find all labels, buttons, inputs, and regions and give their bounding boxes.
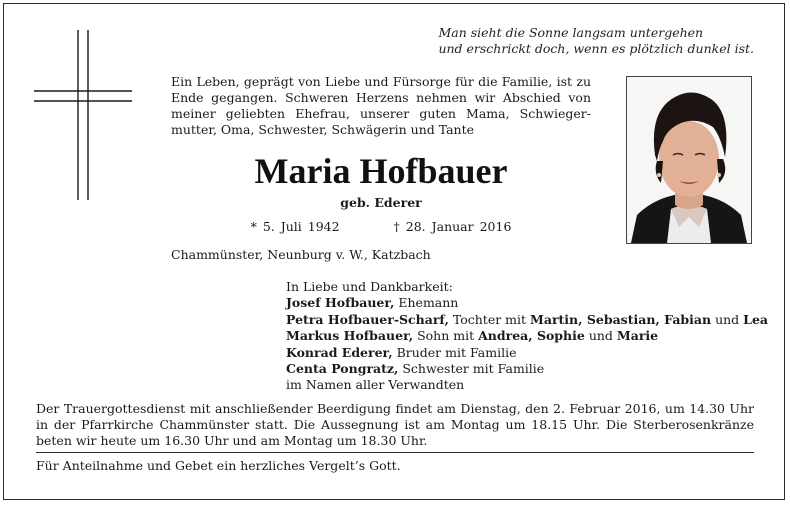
mourner-name: Centa Pongratz, xyxy=(286,361,399,377)
mourner-relation: und xyxy=(711,311,744,327)
death-date: † 28. Januar 2016 xyxy=(393,219,512,234)
motto-line-1: Man sieht die Sonne langsam untergehen xyxy=(438,25,704,40)
mourner-name: Konrad Ederer, xyxy=(286,344,393,360)
mourner-line xyxy=(286,312,768,328)
mourner-relation: Tochter mit xyxy=(448,311,531,327)
funeral-service-text: Der Trauergottesdienst mit anschließender Beerdigung findet am Dienstag, den 2. Februar 2016, um 14.30 Uhr in der Pfarrkirche Chammünster statt. Die Aussegnung ist am Montag um 18.15 Uhr. Die Sterberosenkränze beten wir heute um 16.30 Uhr und am Montag um 18.30 Uhr. xyxy=(36,401,754,448)
mourner-line xyxy=(286,328,768,344)
thanks-text: Für Anteilnahme und Gebet ein herzliches Vergelt’s Gott. xyxy=(36,458,401,473)
mourner-line xyxy=(286,361,768,377)
portrait-image xyxy=(627,77,751,243)
mourners-list xyxy=(286,279,768,394)
mourner-name: Markus Hofbauer, xyxy=(286,328,414,344)
mourner-relation: und xyxy=(584,328,617,344)
mourner-relation: Sohn mit xyxy=(413,328,479,344)
mourner-name: Marie xyxy=(616,328,659,344)
deceased-name: Maria Hofbauer xyxy=(254,151,508,191)
mourner-relation: Bruder mit Familie xyxy=(392,344,517,360)
mourner-name: Martin, Sebastian, Fabian xyxy=(530,311,712,327)
life-dates xyxy=(171,219,591,234)
divider-line xyxy=(36,452,754,453)
mourners-heading: In Liebe und Dankbarkeit: xyxy=(286,279,453,294)
mourner-name: Lea xyxy=(743,311,768,327)
mourner-name: Andrea, Sophie xyxy=(478,328,585,344)
mourner-name: Petra Hofbauer-Scharf, xyxy=(286,311,449,327)
mourner-line xyxy=(286,377,768,393)
mourner-name: Josef Hofbauer, xyxy=(286,295,395,311)
birth-date: * 5. Juli 1942 xyxy=(250,219,340,234)
birth-name: geb. Ederer xyxy=(340,195,422,210)
motto-quote xyxy=(438,25,754,57)
portrait-photo xyxy=(626,76,752,244)
mourner-line xyxy=(286,345,768,361)
mourner-relation: Ehemann xyxy=(394,295,459,311)
mourner-lines xyxy=(286,295,768,393)
mourner-line xyxy=(286,295,768,311)
cross-icon xyxy=(34,30,132,200)
intro-text: Ein Leben, geprägt von Liebe und Fürsorge für die Familie, ist zu Ende gegangen. Schweren Herzens nehmen wir Abschied von meiner geliebten Ehefrau, unserer guten Mama, Schwiegermutter, Oma, Schwester, Schwägerin und Tante xyxy=(171,74,591,137)
motto-line-2: und erschrickt doch, wenn es plötzlich dunkel ist. xyxy=(438,41,754,56)
mourner-relation: im Namen aller Verwandten xyxy=(286,377,465,393)
places-line: Chammünster, Neunburg v. W., Katzbach xyxy=(171,247,431,262)
mourner-relation: Schwester mit Familie xyxy=(398,361,545,377)
